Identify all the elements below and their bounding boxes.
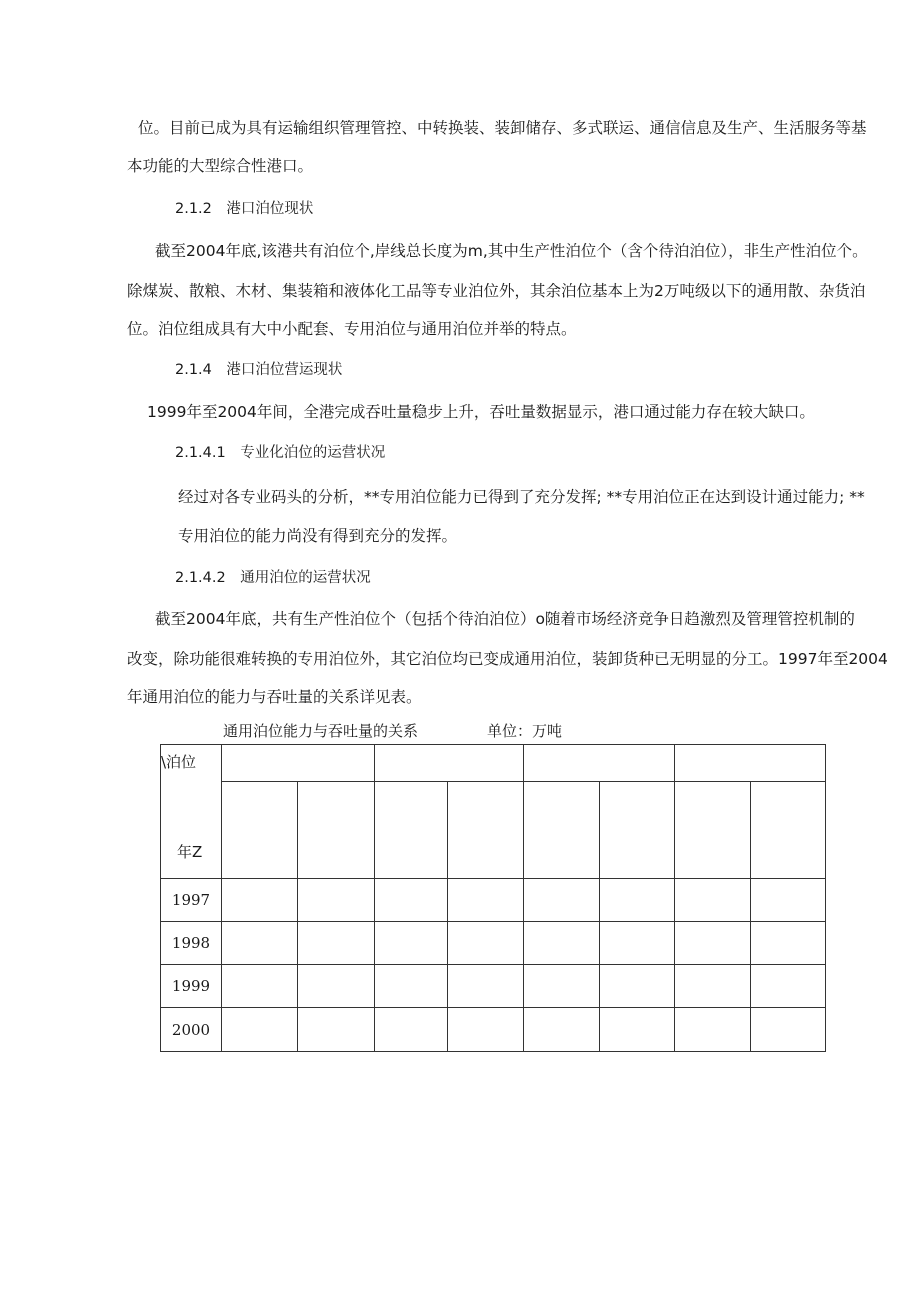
para-5-line-3: 年通用泊位的能力与吞吐量的关系详见表。: [127, 688, 422, 706]
table-row: [161, 922, 826, 965]
table-row: [161, 1008, 826, 1052]
berth-group-header: [375, 745, 524, 782]
para-2-line-3: 位。泊位组成具有大中小配套、专用泊位与通用泊位并举的特点。: [127, 320, 577, 338]
table-unit: 单位：万吨: [487, 722, 563, 740]
heading-2-1-4: 2.1.4 港口泊位营运现状: [175, 362, 343, 378]
para-1-line-2: 本功能的大型综合性港口。: [127, 157, 314, 175]
para-3-line-1: 1999年至2004年间，全港完成吞吐量稳步上升，吞吐量数据显示，港口通过能力存在较大缺口。: [147, 403, 815, 421]
heading-2-1-2: 2.1.2 港口泊位现状: [175, 201, 314, 217]
berth-group-header: [524, 745, 675, 782]
sub-header-cell: [751, 782, 826, 879]
corner-label-berth: \泊位: [161, 753, 197, 771]
table-corner-header: [161, 745, 222, 879]
sub-header-cell: [448, 782, 524, 879]
corner-label-year: 年Z: [177, 843, 203, 861]
heading-2-1-4-1: 2.1.4.1 专业化泊位的运营状况: [175, 445, 386, 461]
berth-group-header: [675, 745, 826, 782]
table-caption: 通用泊位能力与吞吐量的关系: [223, 722, 419, 740]
sub-header-cell: [524, 782, 600, 879]
berth-group-header: [222, 745, 375, 782]
para-2-line-1: 截至2004年底,该港共有泊位个,岸线总长度为m,其中生产性泊位个（含个待泊泊位），非生产性泊位个。: [155, 242, 868, 260]
year-cell: 1998: [161, 922, 222, 965]
para-4-line-2: 专用泊位的能力尚没有得到充分的发挥。: [178, 527, 458, 545]
table-row: [161, 965, 826, 1008]
table-row: [161, 879, 826, 922]
sub-header-cell: [375, 782, 448, 879]
sub-header-cell: [675, 782, 751, 879]
para-5-line-1: 截至2004年底，共有生产性泊位个（包括个待泊泊位）o随着市场经济竞争日趋激烈及管理管控机制的: [155, 610, 855, 628]
sub-header-cell: [600, 782, 675, 879]
capacity-throughput-table: [160, 744, 826, 1052]
para-1-line-1: 位。目前已成为具有运输组织管理管控、中转换装、装卸储存、多式联运、通信信息及生产、生活服务等基: [138, 119, 867, 137]
para-5-line-2: 改变，除功能很难转换的专用泊位外，其它泊位均已变成通用泊位，装卸货种已无明显的分工。1997年至2004: [127, 650, 888, 668]
year-cell: 2000: [161, 1008, 222, 1052]
year-cell: 1997: [161, 879, 222, 922]
year-cell: 1999: [161, 965, 222, 1008]
heading-2-1-4-2: 2.1.4.2 通用泊位的运营状况: [175, 570, 371, 586]
para-2-line-2: 除煤炭、散粮、木材、集装箱和液体化工品等专业泊位外，其余泊位基本上为2万吨级以下的通用散、杂货泊: [127, 282, 866, 300]
sub-header-cell: [298, 782, 375, 879]
sub-header-cell: [222, 782, 298, 879]
para-4-line-1: 经过对各专业码头的分析，**专用泊位能力已得到了充分发挥; **专用泊位正在达到设计通过能力; **: [178, 488, 865, 506]
